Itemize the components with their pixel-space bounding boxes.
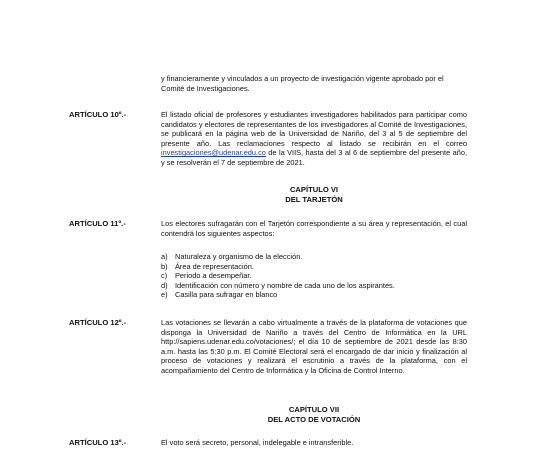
article-10-text — [161, 110, 467, 168]
chapter-6-number: CAPÍTULO VI — [289, 185, 339, 194]
article-10-text-before: El listado oficial de profesores y estudiantes investigadores habilitados para participar como candidatos y electores de representantes de los investigadores al Comité de Investigaciones, se publicará en la página web de la Universidad de Nariño, del 3 al 5 de septiembre del presente año. Las reclamaciones respecto al listado se recibirán en el correo — [161, 110, 467, 148]
article-11-label: ARTÍCULO 11º.- — [69, 219, 126, 228]
list-item: c) Periodo a desempeñar. — [161, 271, 252, 281]
chapter-6-title: DEL TARJETÓN — [285, 194, 343, 204]
intro-line-1: y financieramente y vinculados a un proyecto de investigación vigente aprobado por el — [161, 74, 444, 83]
list-item: a) Naturaleza y organismo de la elección. — [161, 252, 303, 261]
article-13-text: El voto será secreto, personal, indelegable e intransferible. — [161, 438, 354, 447]
article-11-text: Los electores sufragarán con el Tarjetón correspondiente a su área y representación, el cual contendrá los siguientes aspectos: — [161, 219, 467, 238]
list-item: e) Casilla para sufragar en blanco — [161, 290, 278, 300]
article-11-list — [161, 252, 467, 300]
chapter-7-title: DEL ACTO DE VOTACIÓN — [267, 414, 361, 424]
chapter-7-heading — [161, 405, 467, 424]
list-item: d) Identificación con número y nombre de cada uno de los aspirantes. — [161, 280, 395, 290]
email-link[interactable]: investigaciones@udenar.edu.co — [161, 148, 266, 158]
article-12-text: Las votaciones se llevarán a cabo virtualmente a través de la plataforma de votaciones que disponga la Universidad de Nariño a través del Centro de Informática en la URL http://sapiens.udenar.edu.co/votaciones/; el día 10 de septiembre de 2021 desde las 8:30 a.m. hasta las 5:30 p.m. El Comité Electoral será el encargado de dar inicio y finalización al proceso de votaciones y realizará el escrutinio a través de la plataforma, con el acompañamiento del Centro de Informática y la Oficina de Control Interno. — [161, 318, 467, 375]
intro-paragraph — [161, 74, 467, 93]
intro-line-2: Comité de Investigaciones. — [161, 83, 250, 93]
chapter-6-heading — [161, 185, 467, 204]
chapter-7-number: CAPÍTULO VII — [288, 405, 340, 414]
article-10-text-after: de la VIIS, hasta del 3 al 6 de septiembre del presente año, y se resolverán el 7 de septiembre de 2021. — [161, 148, 467, 167]
article-10-label: ARTÍCULO 10º.- — [69, 110, 127, 119]
list-item: b) Área de representación. — [161, 261, 254, 271]
article-12-label: ARTÍCULO 12º.- — [69, 318, 127, 327]
article-13-label: ARTÍCULO 13º.- — [69, 438, 127, 447]
